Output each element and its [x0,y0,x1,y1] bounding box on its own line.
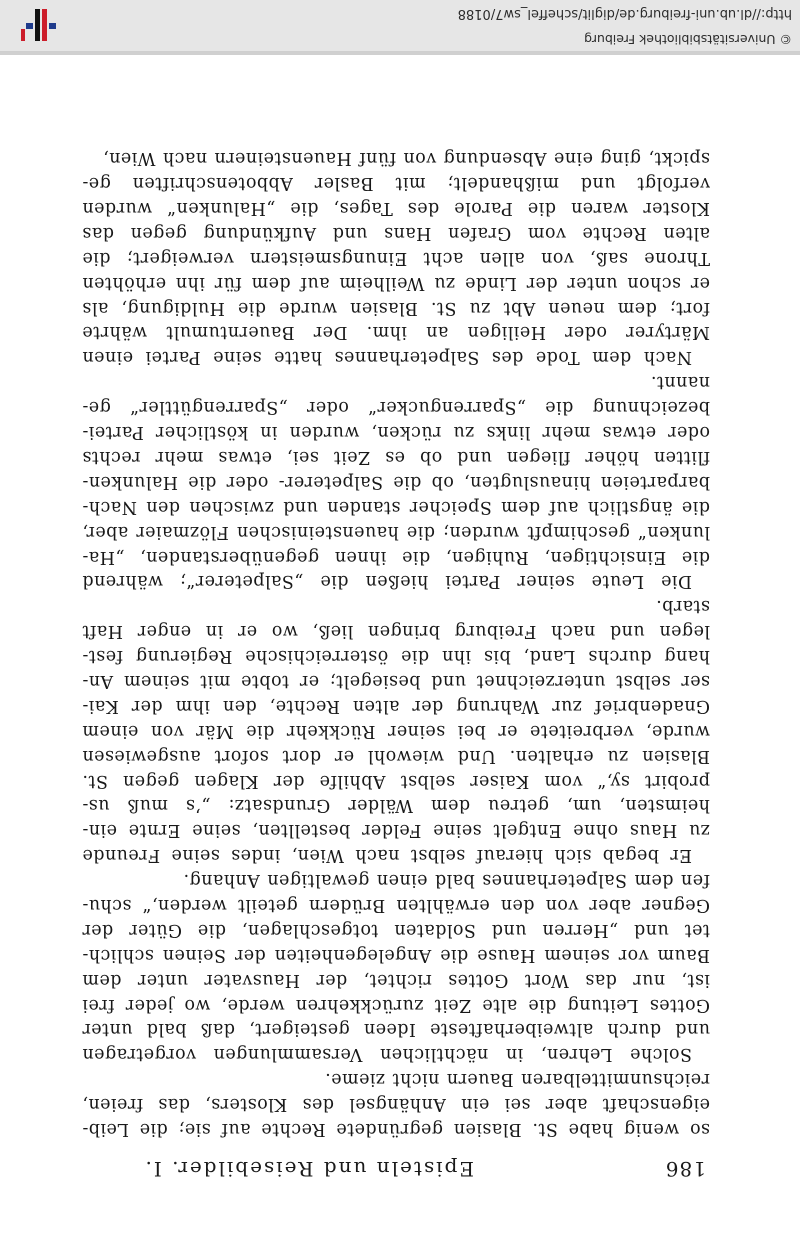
page-url[interactable]: http://dl.ub.uni-freiburg.de/diglit/scheffel_sw7/0188 [457,6,792,21]
page-number: 186 [664,1157,706,1181]
text-line: lunken“ geschimpft wurden; die hauensteinischen Flözmaier aber, [82,521,710,542]
page-edge-strip [0,52,800,55]
text-line: heimsten, um, getreu dem Wälder Grundsatz: „’s muß us- [82,795,710,816]
text-line: ist, nur das Wort Gottes richtet, der Hausvater unter dem [82,969,710,990]
body-text [82,145,710,1141]
text-line: die Einsichtigen, Ruhigen, die ihnen gegenüberstanden, „Ha- [82,546,710,567]
running-head [86,1151,706,1181]
text-line: die ängstlich auf dem Speicher standen und zwischen den Nach- [82,496,710,517]
text-line: fort; dem neuen Abt zu St. Blasien wurde die Huldigung, als [82,297,710,318]
text-line: Die Leute seiner Partei hießen die „Salpeterer“; während [82,571,692,592]
university-library-logo-icon [18,5,58,45]
text-line: Märtyrer oder Heiligen an ihm. Der Bauerntumult währte [82,322,710,343]
text-line: und durch altweiberhafteste Ideen gesteigert, daß bald unter [82,1019,710,1040]
text-line: oder etwas mehr links zu rücken, wurden in köstlicher Partei- [82,422,710,443]
text-line: Throne saß, von allen acht Einungsmeistern verweigert; die [82,247,710,268]
text-line: wurde, verbreitete er bei seiner Rückkehr die Mär von einem [82,720,710,741]
text-line: bezeichnung die „Sparrengucker“ oder „Sparrengüttler“ ge- [82,397,710,418]
scanned-page[interactable] [0,55,800,1251]
text-line: nannt. [650,372,710,393]
text-line: hang durchs Land, bis ihn die österreichische Regierung fest- [82,646,710,667]
text-line: starb. [655,596,710,617]
text-line: Blasien zu erhalten. Und wiewohl er dort sofort ausgewiesen [82,745,710,766]
text-line: legen und nach Freiburg bringen ließ, wo er in enger Haft [82,621,710,642]
viewer-header-bar [0,0,800,52]
text-line: fen dem Salpeterhannes bald einen gewaltigen Anhang. [183,870,710,891]
text-line: tet und „Herren und Soldaten totgeschlagen, die Güter der [82,919,710,940]
text-line: ser selbst unterzeichnet und besiegelt; er tobte mit seinem An- [82,670,710,691]
text-line: Solche Lehren, in nächtlichen Versammlungen vorgetragen [82,1044,692,1065]
text-line: Nach dem Tode des Salpeterhannes hatte seine Partei einen [82,347,692,368]
text-line: zu Haus ohne Entgelt seine Felder bestellten, seine Ernte ein- [82,820,710,841]
copyright-notice: © Universitätsbibliothek Freiburg [584,32,792,47]
text-line: probirt sy,“ vom Kaiser selbst Abhilfe der Klagen gegen St. [82,770,710,791]
running-title: Episteln und Reisebilder. I. [143,1157,474,1181]
text-line: Gnadenbrief zur Wahrung der alten Rechte, den ihm der Kai- [82,695,710,716]
text-line: Baum vor seinem Hause die Angelegenheiten der Seinen schlich- [82,944,710,965]
text-line: eigenschaft aber sei ein Anhängsel des Klosters, das freien, [82,1094,710,1115]
text-line: Kloster waren die Parole des Tages, die „Halunken“ wurden [82,198,710,219]
text-line: barparteien hinauslugten, ob die Salpeterer- oder die Halunken- [82,471,710,492]
text-line: so wenig habe St. Blasien gegründete Rechte auf sie; die Leib- [82,1119,710,1139]
text-line: flitten höher fliegen und ob es Zeit sei, etwas mehr rechts [82,446,710,467]
text-line: spickt, ging eine Absendung von fünf Hauensteinern nach Wien, [102,148,710,169]
text-line: verfolgt und mißhandelt; mit Basler Abbotenschriften ge- [82,173,710,194]
text-line: Gottes Leitung die alte Zeit zurückkehren werde, wo jeder frei [82,994,710,1015]
text-line: Er begab sich hierauf selbst nach Wien, indes seine Freunde [82,845,692,866]
text-line: Gegner aber von den erwählten Brüdern geteilt werden,“ schu- [82,894,710,915]
text-line: er schon unter der Linde zu Weilheim auf dem für ihn erhöhten [82,272,710,293]
text-line: reichsunmittelbaren Bauern nicht zieme. [324,1069,710,1090]
text-line: alten Rechte vom Grafen Hans und Aufkündung gegen das [82,222,710,243]
